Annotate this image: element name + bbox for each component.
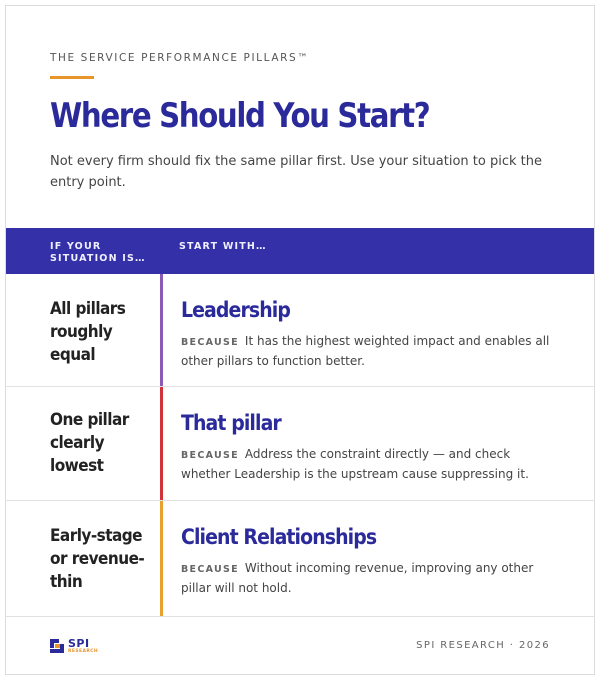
reason-text xyxy=(181,332,561,371)
pillar-name: That pillar xyxy=(181,411,281,435)
table-header xyxy=(6,228,594,274)
table-row xyxy=(6,274,594,387)
page-title: Where Should You Start? xyxy=(50,96,430,136)
column-header-situation: IF YOUR SITUATION IS… xyxy=(50,241,146,264)
spi-logo-icon xyxy=(50,639,64,653)
pillar-name: Client Relationships xyxy=(181,525,377,549)
reason-text xyxy=(181,445,561,484)
footer-credit: SPI RESEARCH · 2026 xyxy=(416,640,550,651)
spi-logo xyxy=(50,637,110,659)
logo-subtext: RESEARCH xyxy=(68,649,99,654)
logo-text: SPI xyxy=(68,637,90,650)
pillar-name: Leadership xyxy=(181,298,290,322)
table-row xyxy=(6,501,594,617)
row-accent-bar xyxy=(160,274,163,386)
column-header-start-with: START WITH… xyxy=(179,241,267,252)
reason-body: Without incoming revenue, improving any other pillar will not hold. xyxy=(181,561,534,595)
situation-label: All pillars roughly equal xyxy=(50,299,126,365)
reason-body: It has the highest weighted impact and enables all other pillars to function better. xyxy=(181,334,550,368)
because-label: BECAUSE xyxy=(181,450,239,461)
footer xyxy=(6,617,594,674)
page-subtitle: Not every firm should fix the same pillar first. Use your situation to pick the entry point. xyxy=(50,154,542,190)
accent-rule xyxy=(50,76,94,79)
reason-body: Address the constraint directly — and check whether Leadership is the upstream cause suppressing it. xyxy=(181,447,529,481)
card xyxy=(5,5,595,675)
because-label: BECAUSE xyxy=(181,337,239,348)
situation-label: One pillar clearly lowest xyxy=(50,410,129,476)
situation-label: Early-stage or revenue-thin xyxy=(50,526,145,592)
row-accent-bar xyxy=(160,501,163,616)
eyebrow-label: THE SERVICE PERFORMANCE PILLARS™ xyxy=(50,52,310,64)
because-label: BECAUSE xyxy=(181,564,239,575)
table-row xyxy=(6,387,594,501)
row-accent-bar xyxy=(160,387,163,500)
reason-text xyxy=(181,559,561,598)
